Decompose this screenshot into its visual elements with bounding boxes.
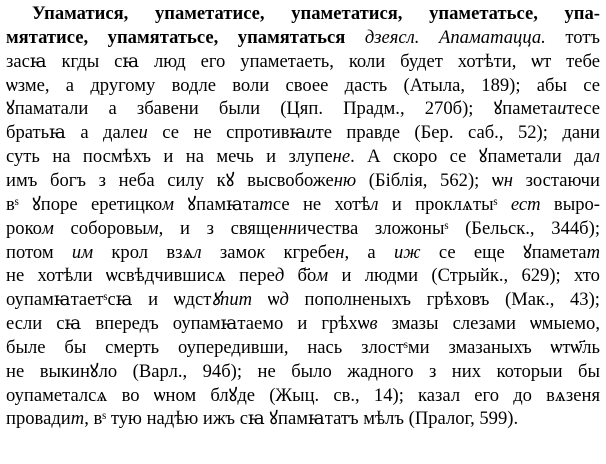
body-text: братьꙗ а дале <box>6 122 139 144</box>
italic-text: т <box>259 193 273 215</box>
text-line <box>6 217 600 241</box>
italic-text: ест <box>510 193 541 215</box>
text-line <box>6 97 600 121</box>
text-line <box>6 288 600 312</box>
italic-text: и <box>557 98 567 120</box>
text-line <box>6 121 600 145</box>
italic-text: и <box>306 122 316 144</box>
headword-text: мятатисе, упамятатьсе, упамятаться <box>6 26 346 48</box>
body-text: провади <box>6 408 71 430</box>
body-text: потом <box>6 241 72 263</box>
body-text: змазы слезами ѡмыемо, <box>377 313 600 335</box>
body-text: оупаметалсѧ во ѡном блꙋде (Жыц. св., 14); казал его до вѧзеня <box>6 384 600 406</box>
text-line <box>6 145 600 169</box>
italic-text: д <box>279 289 289 311</box>
headword-text: Упаматися, упаметатисе, упаметатися, упаметатьсе, упа- <box>32 3 600 24</box>
italic-text: иж <box>393 241 421 263</box>
text-line <box>6 336 600 360</box>
body-text: се не хотѣ <box>272 193 371 215</box>
text-line <box>6 384 600 408</box>
italic-text: т <box>70 408 85 430</box>
italic-text: л <box>193 241 202 263</box>
body-text: не хотѣли ѡсвѣдчившисѧ пере <box>6 265 275 287</box>
italic-text: к <box>256 241 266 263</box>
italic-text: м <box>146 217 159 239</box>
text-line <box>32 2 600 26</box>
body-text: и проклѧтыˢ <box>378 193 511 215</box>
italic-text: т <box>586 241 600 263</box>
body-text: оупамꙗтаетˢсꙗ и ѡдст <box>6 289 212 311</box>
body-text: вˢ ꙋпоре еретицко <box>6 193 163 215</box>
body-text: ꙋпаматали а збавени были (Цяп. Прадм., 270б); ꙋпамета <box>6 98 558 120</box>
italic-text: в <box>369 313 378 335</box>
text-line <box>6 26 600 50</box>
body-text: выро- <box>540 193 600 215</box>
italic-text: м <box>162 193 175 215</box>
body-text: соборовы <box>53 217 147 239</box>
body-text: крол взѧ <box>93 241 194 263</box>
text-line <box>6 312 600 336</box>
body-text: , вˢ тую надѣю ижъ сꙗ ꙋпамꙗтатъ мѣлъ (Пралог, 599). <box>84 408 519 430</box>
body-text: тотъ <box>545 26 601 48</box>
body-text: суть на посмѣхъ и на мечь и злупе <box>6 146 333 168</box>
body-text: если сꙗ впередъ оупамꙗтаемо и грѣхѡ <box>6 313 370 335</box>
italic-text: ню <box>333 169 357 191</box>
italic-text: и <box>138 122 148 144</box>
body-text: засꙗ кгды сꙗ люд его упаметаеть, коли будет хотѣти, ѡт тебе <box>6 50 600 72</box>
body-text: се не спротивꙗ <box>147 122 307 144</box>
body-text: б҃о <box>284 265 317 287</box>
body-text: (Біблія, 562); ѡ <box>356 169 504 191</box>
text-line <box>6 193 600 217</box>
body-text: ѡзме, а другому водле воли своее дасть (Атыла, 189); абы се <box>6 74 600 96</box>
body-text: се еще ꙋпамета <box>420 241 587 263</box>
text-line <box>6 50 600 74</box>
body-text: ѡ <box>252 289 280 311</box>
body-text: ичества зложоныˢ (Бельск., 344б); <box>297 217 600 239</box>
italic-text: н <box>335 241 345 263</box>
italic-text: м <box>316 265 329 287</box>
body-text: не выкинꙋло (Варл., 94б); не было жадного з них которыи бы <box>6 360 600 382</box>
italic-text: н <box>503 169 513 191</box>
body-text: те правде (Бер. саб., 52); дани <box>315 122 600 144</box>
body-text: пополненыхъ грѣховъ (Мак., 43); <box>288 289 600 311</box>
italic-text: л <box>370 193 379 215</box>
body-text: ꙋпамꙗта <box>174 193 260 215</box>
italic-text: им <box>71 241 94 263</box>
italic-text: ꙋпит <box>211 289 253 311</box>
text-line <box>6 407 600 431</box>
text-line <box>6 360 600 384</box>
body-text: замо <box>201 241 257 263</box>
body-text: имъ богъ з неба силу кꙋ высвобоже <box>6 169 334 191</box>
text-line <box>6 264 600 288</box>
body-text: зостаючи <box>512 169 600 191</box>
italic-text: не <box>332 146 351 168</box>
body-text: , и з свяще <box>158 217 279 239</box>
body-text: и людми (Стрыйк., 629); хто <box>328 265 600 287</box>
body-text: , а <box>344 241 394 263</box>
body-text: кгребе <box>265 241 336 263</box>
text-line <box>6 74 600 98</box>
italic-text: л <box>591 146 600 168</box>
text-line <box>6 169 600 193</box>
italic-text: д <box>274 265 285 287</box>
italic-text: дзеясл. Апаматацца. <box>364 26 546 48</box>
body-text: роко <box>6 217 42 239</box>
body-text: быле бы смерть оупередивши, нась злостˢми змазаныхъ ѡтѡ҃ль <box>6 336 600 358</box>
italic-text: нн <box>278 217 298 239</box>
body-text <box>345 27 365 48</box>
text-line <box>6 241 600 265</box>
body-text: . А скоро се ꙋпаметали да <box>350 146 592 168</box>
italic-text: м <box>41 217 54 239</box>
body-text: тесе <box>566 98 600 120</box>
